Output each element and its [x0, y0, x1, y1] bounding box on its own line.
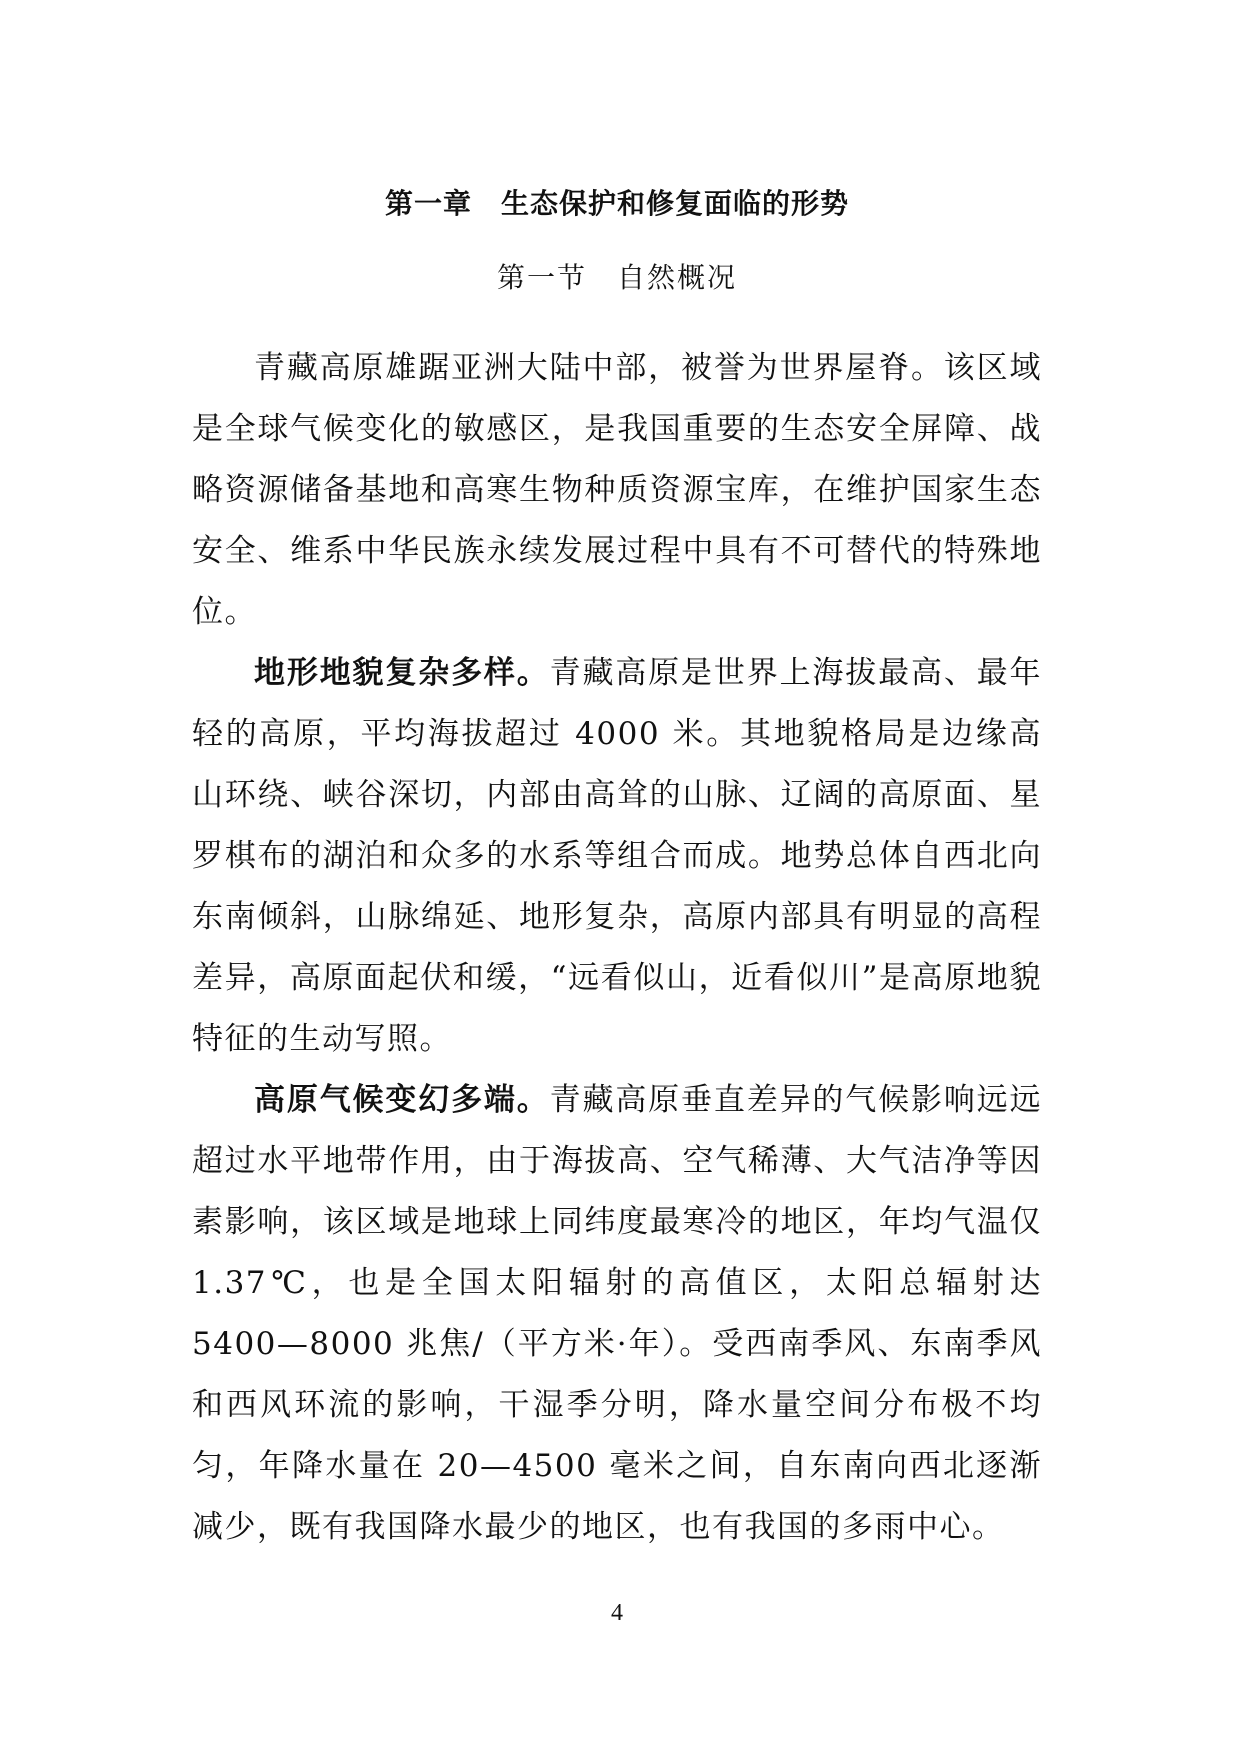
- paragraph-lead: 地形地貌复杂多样。: [254, 655, 550, 691]
- page-number: 4: [611, 1600, 623, 1626]
- paragraph-intro: [192, 338, 1042, 643]
- paragraph-text: 青藏高原雄踞亚洲大陆中部，被誉为世界屋脊。该区域是全球气候变化的敏感区，是我国重要的生态安全屏障、战略资源储备基地和高寒生物种质资源宝库，在维护国家生态安全、维系中华民族永续发展过程中具有不可替代的特殊地位。: [192, 350, 1042, 630]
- paragraph-text: 青藏高原垂直差异的气候影响远远超过水平地带作用，由于海拔高、空气稀薄、大气洁净等因素影响，该区域是地球上同纬度最寒冷的地区，年均气温仅 1.37℃，也是全国太阳辐射的高值区，太阳总辐射达 5400—8000 兆焦/（平方米·年）。受西南季风、东南季风和西风环流的影响，干湿季分明，降水量空间分布极不均匀，年降水量在 20—4500 毫米之间，自东南向西北逐渐减少，既有我国降水最少的地区，也有我国的多雨中心。: [192, 1082, 1043, 1545]
- paragraph-climate: [192, 1070, 1042, 1558]
- paragraph-text: 青藏高原是世界上海拔最高、最年轻的高原，平均海拔超过 4000 米。其地貌格局是边缘高山环绕、峡谷深切，内部由高耸的山脉、辽阔的高原面、星罗棋布的湖泊和众多的水系等组合而成。地势总体自西北向东南倾斜，山脉绵延、地形复杂，高原内部具有明显的高程差异，高原面起伏和缓，“远看似山，近看似川”是高原地貌特征的生动写照。: [192, 655, 1043, 1057]
- section-title: 第一节 自然概况: [496, 261, 737, 294]
- paragraph-lead: 高原气候变幻多端。: [254, 1082, 550, 1118]
- paragraph-terrain: [192, 643, 1042, 1070]
- chapter-title: 第一章 生态保护和修复面临的形势: [384, 187, 849, 220]
- body-text: [192, 338, 1042, 1558]
